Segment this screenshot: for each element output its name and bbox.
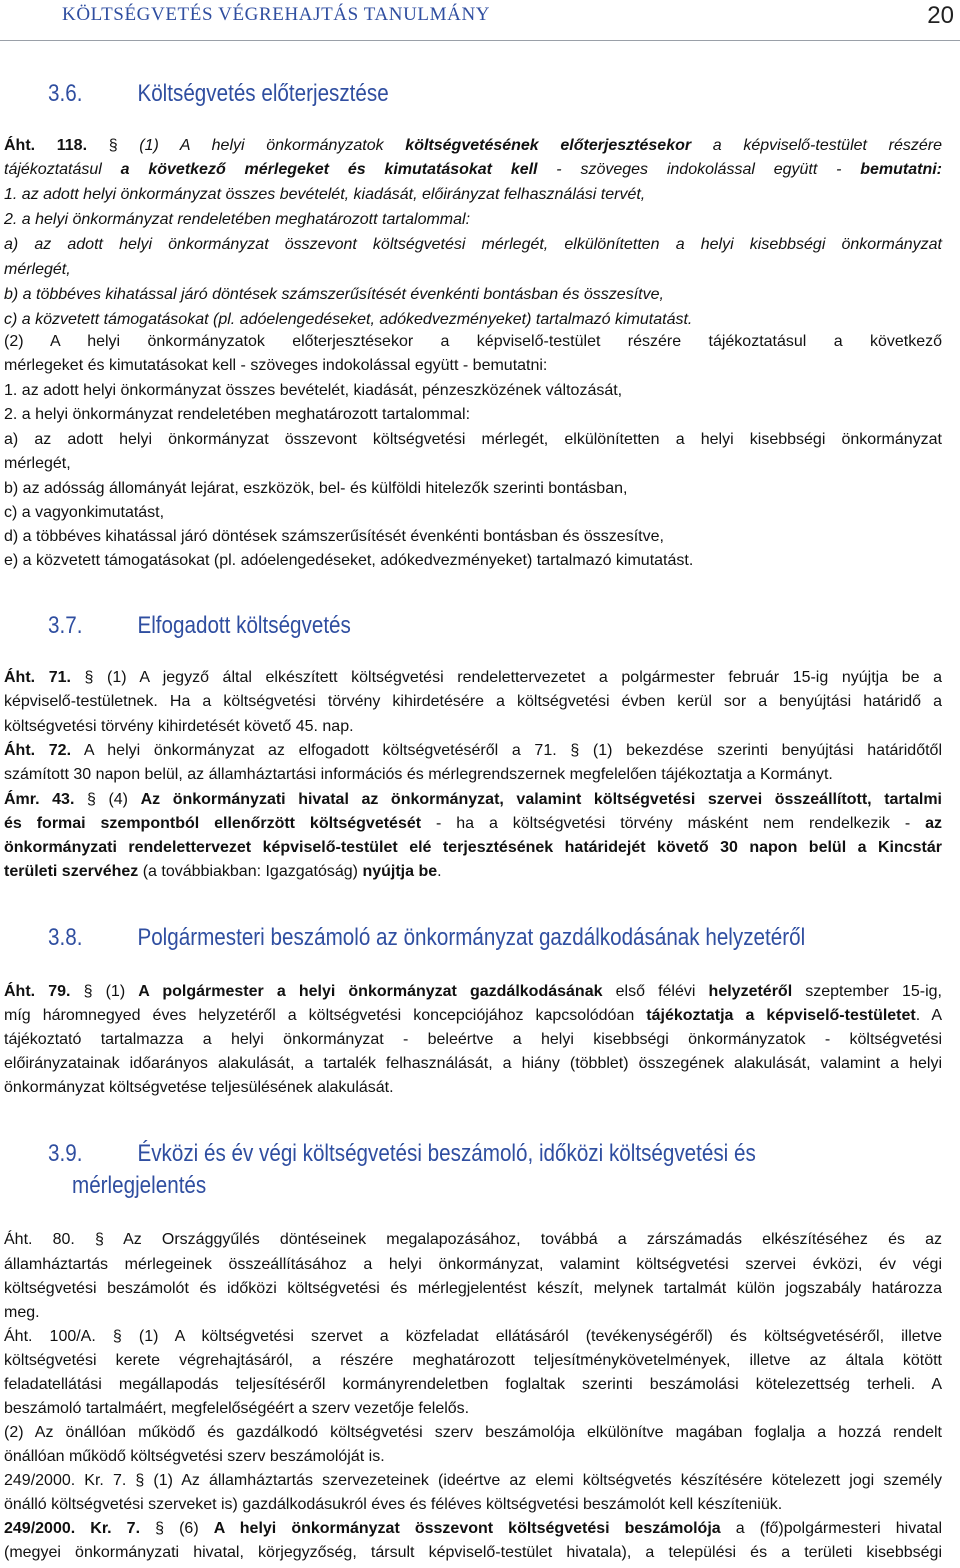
paragraph-line bbox=[4, 1004, 942, 1028]
section-number: 3.9. bbox=[48, 1140, 83, 1167]
section-number: 3.6. bbox=[48, 80, 83, 107]
text-run: . A bbox=[915, 1007, 943, 1024]
paragraph-line bbox=[4, 666, 942, 690]
paragraph-line: (2) Az önállóan működő és gazdálkodó költségvetési szerv beszámolója elkülönítve magában foglalja a hozzá rendelt bbox=[4, 1424, 942, 1441]
text-run-bold: A helyi önkormányzat összevont költségvetési beszámolója bbox=[213, 1520, 721, 1537]
law-reference: Áht. 118. bbox=[4, 137, 88, 154]
section-sign: § bbox=[108, 137, 118, 154]
paragraph-line: feladatellátási megállapodás teljesítéséről kormányrendeletben foglaltak szerinti beszámolási kötelezettség terheli. A bbox=[4, 1376, 942, 1393]
page-header bbox=[0, 0, 960, 42]
text-run: § (6) bbox=[140, 1520, 214, 1537]
paragraph-line: Áht. 80. § Az Országgyűlés döntéseinek megalapozásához, továbbá a zárszámadás elkészítéséhez és az bbox=[4, 1231, 942, 1248]
section-title: Évközi és év végi költségvetési beszámoló, időközi költségvetési és bbox=[137, 1140, 756, 1167]
paragraph-line bbox=[4, 860, 942, 884]
section-heading-3-7 bbox=[48, 612, 351, 640]
list-item: b) a többéves kihatással járó döntések számszerűsítését évenkénti bontásban és összesítve, bbox=[4, 286, 664, 303]
paragraph-line: beszámoló tartalmáért, megfelelőségéért a szerv vezetője felelős. bbox=[4, 1400, 470, 1417]
text-run: - szöveges indokolással együtt - bbox=[537, 161, 861, 178]
section-title: Költségvetés előterjesztése bbox=[137, 80, 389, 107]
paragraph-line: önálló költségvetési szerveket is) gazdálkodásukról éves és féléves költségvetési beszámolót kell készíteniük. bbox=[4, 1496, 783, 1513]
list-item: c) a vagyonkimutatást, bbox=[4, 504, 165, 521]
text-run-bold: tájékoztatja a képviselő-testületet bbox=[646, 1007, 916, 1024]
text-run: a (fő)polgármesteri hivatal bbox=[720, 1520, 943, 1537]
list-item-cont: mérlegét, bbox=[4, 261, 71, 278]
paragraph-line: önkormányzat költségvetése teljesülésének alakulását. bbox=[4, 1079, 394, 1096]
law-reference: Ámr. 43. bbox=[4, 791, 75, 808]
text-run-bold: A polgármester a helyi önkormányzat gazdálkodásának bbox=[138, 983, 603, 1000]
paragraph-line bbox=[4, 788, 942, 812]
text-run: tájékoztatásul bbox=[4, 161, 121, 178]
text-run: a képviselő-testület részére bbox=[691, 137, 942, 154]
text-run-bold: nyújtja be bbox=[362, 863, 438, 880]
paragraph-line: előirányzatainak időarányos alakulását, a tartalék felhasználását, a hiány (többlet) összegének alakulását, valamint a helyi bbox=[4, 1055, 942, 1072]
paragraph-line: (megyei önkormányzati hivatal, körjegyzőség, társult képviselő-testület hivatala), a települési és a területi kisebbségi bbox=[4, 1544, 942, 1561]
section-heading-3-6 bbox=[48, 80, 389, 108]
list-item: a) az adott helyi önkormányzat összevont költségvetési mérlegét, elkülönítetten a helyi kisebbségi önkormányzat bbox=[4, 236, 942, 253]
text-run-bold: bemutatni: bbox=[860, 161, 942, 178]
header-title: KÖLTSÉGVETÉS VÉGREHAJTÁS TANULMÁNY bbox=[62, 4, 491, 25]
page-number: 20 bbox=[927, 2, 954, 29]
section-number: 3.8. bbox=[48, 924, 83, 951]
law-reference: Áht. 79. bbox=[4, 983, 71, 1000]
paragraph-line: államháztartás mérlegeinek összeállításához a helyi önkormányzat, valamint költségvetési szervei évközi, év végi bbox=[4, 1256, 942, 1273]
paragraph-line bbox=[4, 739, 942, 763]
paragraph-line bbox=[4, 812, 942, 836]
text-run: (a továbbiakban: Igazgatóság) bbox=[138, 863, 363, 880]
list-item: 1. az adott helyi önkormányzat összes bevételét, kiadását, pénzeszközének változását, bbox=[4, 382, 623, 399]
law-reference: 249/2000. Kr. 7. bbox=[4, 1520, 141, 1537]
law-reference: Áht. 71. bbox=[4, 669, 71, 686]
paragraph-line: meg. bbox=[4, 1304, 40, 1321]
paragraph-line bbox=[4, 134, 942, 158]
text-run: szeptember 15-ig, bbox=[792, 983, 942, 1000]
text-run-bold: és formai szempontból ellenőrzött költségvetését bbox=[4, 815, 422, 832]
paragraph-line: (2) A helyi önkormányzatok előterjesztésekor a képviselő-testület részére tájékoztatásul a következő bbox=[4, 333, 942, 350]
text-run-bold: területi szervéhez bbox=[4, 863, 139, 880]
header-divider bbox=[0, 40, 960, 41]
text-run-bold: helyzetéről bbox=[708, 983, 793, 1000]
text-run: § (4) bbox=[74, 791, 141, 808]
text-run: . bbox=[437, 863, 442, 880]
list-item: 1. az adott helyi önkormányzat összes bevételét, kiadását, előirányzat felhasználási tervét, bbox=[4, 186, 646, 203]
section-heading-3-9 bbox=[48, 1140, 756, 1168]
text-run: - ha a költségvetési törvény másként nem rendelkezik - bbox=[421, 815, 926, 832]
text-run: § (1) A jegyző által elkészített költségvetési rendelettervezetet a polgármester február 15-ig nyújtja be a bbox=[70, 669, 943, 686]
list-item: c) a közvetett támogatásokat (pl. adóelengedéseket, adókedvezményeket) tartalmazó kimutatást. bbox=[4, 311, 693, 328]
paragraph-line bbox=[4, 158, 942, 182]
paragraph-line: számított 30 napon belül, az államháztartási információs és mérlegrendszernek megfelelően tájékoztatja a Kormányt. bbox=[4, 766, 833, 783]
section-number: 3.7. bbox=[48, 612, 83, 639]
paragraph-line: költségvetési kerete végrehajtásáról, a részére meghatározott teljesítménykövetelmények, illetve az általa kötött bbox=[4, 1352, 942, 1369]
text-run-bold: költségvetésének előterjesztésekor bbox=[405, 137, 692, 154]
text-run: első félévi bbox=[602, 983, 709, 1000]
section-title-continuation: mérlegjelentés bbox=[72, 1172, 207, 1199]
paragraph-line: önállóan működő költségvetési szerv beszámolóját is. bbox=[4, 1448, 385, 1465]
paragraph-line: képviselő-testületnek. Ha a költségvetési törvény kihirdetésére a költségvetési évben kerül sor a benyújtási határidő a bbox=[4, 693, 942, 710]
paragraph-line: Áht. 100/A. § (1) A költségvetési szervet a közfeladat ellátásáról (tevékenységéről) és költségvetéséről, illetve bbox=[4, 1328, 942, 1345]
section-heading-3-8 bbox=[48, 924, 805, 952]
paragraph-line: önkormányzati rendelettervezet képviselő-testület elé terjesztésének határidejét követő 30 napon belül a Kincstár bbox=[4, 839, 942, 856]
list-item-cont: mérlegét, bbox=[4, 455, 71, 472]
text-run-bold: a következő mérlegeket és kimutatásokat kell bbox=[120, 161, 538, 178]
law-reference: Áht. 72. bbox=[4, 742, 72, 759]
paragraph-line bbox=[4, 1517, 942, 1541]
text-run: A helyi önkormányzat az elfogadott költségvetéséről a 71. § (1) bekezdése szerinti benyújtási határidőtől bbox=[71, 742, 943, 759]
text-run: § (1) bbox=[70, 983, 139, 1000]
paragraph-line: mérlegeket és kimutatásokat kell - szöveges indokolással együtt - bemutatni: bbox=[4, 357, 548, 374]
text-run: (1) A helyi önkormányzatok bbox=[117, 137, 406, 154]
list-item: a) az adott helyi önkormányzat összevont költségvetési mérlegét, elkülönítetten a helyi kisebbségi önkormányzat bbox=[4, 431, 942, 448]
paragraph-line: 249/2000. Kr. 7. § (1) Az államháztartás szervezeteinek (ideértve az elemi költségvetés készítésére kötelezett jogi személy bbox=[4, 1472, 942, 1489]
list-item: b) az adósság állományát lejárat, eszközök, bel- és külföldi hitelezők szerinti bontásban, bbox=[4, 480, 628, 497]
paragraph-line: költségvetési beszámolót és időközi költségvetési és mérlegjelentést készít, melynek tartalmát külön jogszabály határozza bbox=[4, 1280, 942, 1297]
list-item: e) a közvetett támogatásokat (pl. adóelengedéseket, adókedvezményeket) tartalmazó kimutatást. bbox=[4, 552, 694, 569]
list-item: 2. a helyi önkormányzat rendeletében meghatározott tartalommal: bbox=[4, 211, 471, 228]
section-title: Elfogadott költségvetés bbox=[137, 612, 351, 639]
list-item: 2. a helyi önkormányzat rendeletében meghatározott tartalommal: bbox=[4, 406, 471, 423]
section-title: Polgármesteri beszámoló az önkormányzat gazdálkodásának helyzetéről bbox=[137, 924, 806, 951]
paragraph-line bbox=[4, 980, 942, 1004]
paragraph-line: költségvetési törvény kihirdetését követő 45. nap. bbox=[4, 718, 354, 735]
text-run-bold: Az önkormányzati hivatal az önkormányzat, valamint költségvetési szervei összeállított, tartalmi bbox=[140, 791, 942, 808]
list-item: d) a többéves kihatással járó döntések számszerűsítését évenkénti bontásban és összesítve, bbox=[4, 528, 664, 545]
text-run-bold: az bbox=[925, 815, 942, 832]
paragraph-line: tájékoztató tartalmazza a helyi önkormányzat - beleértve a helyi kisebbségi önkormányzatok - költségvetési bbox=[4, 1031, 942, 1048]
text-run: míg háromnegyed éves helyzetéről a költségvetési koncepciójához kapcsolódóan bbox=[4, 1007, 647, 1024]
